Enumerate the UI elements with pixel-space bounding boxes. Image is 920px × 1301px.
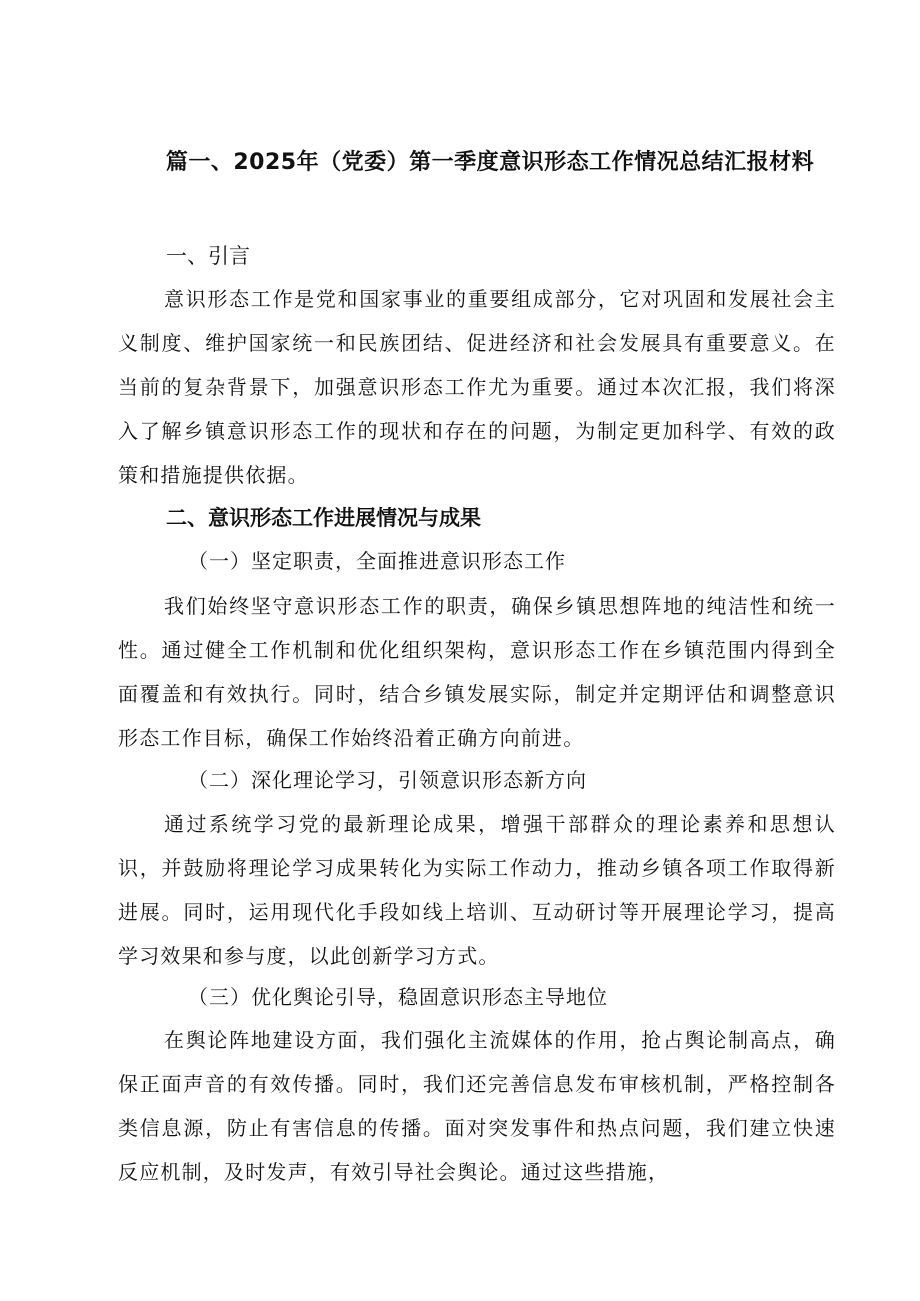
section-heading-intro: 一、引言 — [166, 244, 250, 268]
paragraph-intro: 意识形态工作是党和国家事业的重要组成部分，它对巩固和发展社会主义制度、维护国家统一和民族团结、促进经济和社会发展具有重要意义。在当前的复杂背景下，加强意识形态工作尤为重要。通过本次汇报，我们将深入了解乡镇意识形态工作的现状和存在的问题，为制定更加科学、有效的政策和措施提供依据。 — [118, 287, 836, 487]
paragraph-subsection-2: 通过系统学习党的最新理论成果，增强干部群众的理论素养和思想认识，并鼓励将理论学习成果转化为实际工作动力，推动乡镇各项工作取得新进展。同时，运用现代化手段如线上培训、互动研讨等开展理论学习，提高学习效果和参与度，以此创新学习方式。 — [118, 812, 836, 968]
document-title: 篇一、2025年（党委）第一季度意识形态工作情况总结汇报材料 — [165, 150, 815, 175]
section-heading-progress: 二、意识形态工作进展情况与成果 — [166, 506, 481, 530]
paragraph-subsection-3: 在舆论阵地建设方面，我们强化主流媒体的作用，抢占舆论制高点，确保正面声音的有效传播。同时，我们还完善信息发布审核机制，严格控制各类信息源，防止有害信息的传播。面对突发事件和热点问题，我们建立快速反应机制，及时发声，有效引导社会舆论。通过这些措施， — [118, 1028, 836, 1184]
subsection-heading-1: （一）坚定职责，全面推进意识形态工作 — [188, 549, 566, 573]
paragraph-subsection-1: 我们始终坚守意识形态工作的职责，确保乡镇思想阵地的纯洁性和统一性。通过健全工作机制和优化组织架构，意识形态工作在乡镇范围内得到全面覆盖和有效执行。同时，结合乡镇发展实际，制定并定期评估和调整意识形态工作目标，确保工作始终沿着正确方向前进。 — [118, 594, 836, 750]
subsection-heading-3: （三）优化舆论引导，稳固意识形态主导地位 — [188, 985, 608, 1009]
subsection-heading-2: （二）深化理论学习，引领意识形态新方向 — [188, 768, 587, 792]
